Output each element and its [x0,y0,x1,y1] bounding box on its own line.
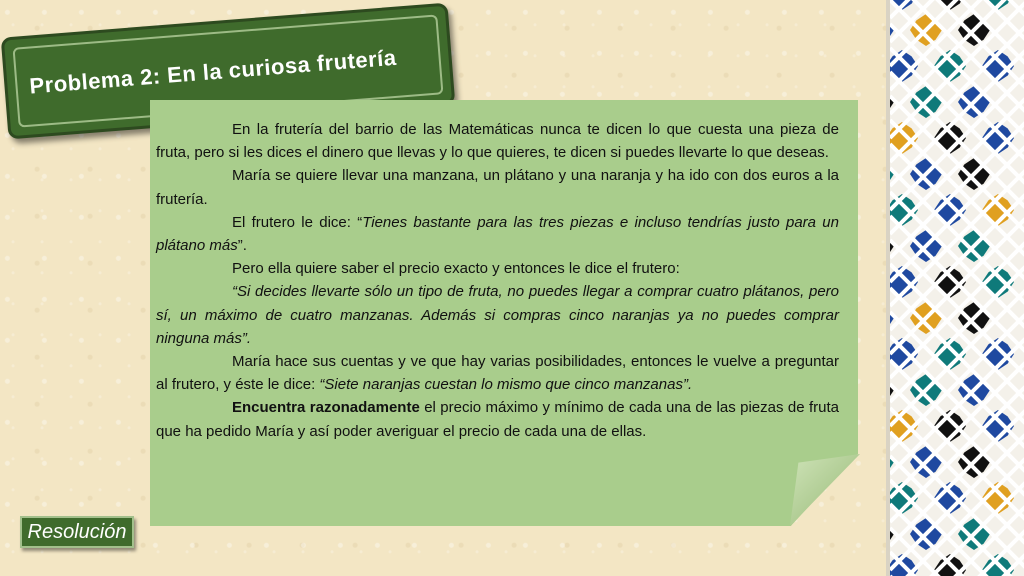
text-segment: el precio máximo y mínimo de cada una de las piezas de fruta que ha pedido María y así poder averiguar el precio de cada una de ellas. [156,399,839,440]
paragraph-6 [156,350,839,396]
text-segment: “Siete naranjas cuestan lo mismo que cinco manzanas”. [319,376,693,394]
paragraph-3 [156,211,839,257]
text-segment: ”. [237,237,247,255]
problem-text [156,118,839,443]
text-segment: El frutero le dice: “ [232,213,363,231]
text-segment: “Si decides llevarte sólo un tipo de fruta, no puedes llegar a comprar cuatro plátanos, pero sí, un máximo de cuatro manzanas. Además si compras cinco naranjas ya no puedes comprar ninguna más”. [156,283,839,347]
paragraph-7 [156,396,839,442]
text-segment: Pero ella quiere saber el precio exacto y entonces le dice el frutero: [232,260,680,278]
decorative-tile-border [886,0,1024,576]
paragraph-1 [156,118,839,164]
text-segment: En la frutería del barrio de las Matemáticas nunca te dicen lo que cuesta una pieza de fruta, pero si les dices el dinero que llevas y lo que quieres, te dicen si puedes llevarte lo que deseas. [156,121,839,162]
paragraph-2 [156,164,839,210]
text-segment: Encuentra razonadamente [232,399,420,417]
resolution-button[interactable]: Resolución [20,516,134,548]
paragraph-5 [156,280,839,350]
text-segment: María se quiere llevar una manzana, un plátano y una naranja y ha ido con dos euros a la frutería. [156,167,839,208]
geometric-tile-pattern [890,0,1024,576]
page-title: Problema 2: En la curiosa frutería [28,44,398,99]
paragraph-4 [156,257,839,280]
text-segment: Tienes bastante para las tres piezas e incluso tendrías justo para un plátano más [156,213,839,255]
text-segment: María hace sus cuentas y ve que hay varias posibilidades, entonces le vuelve a preguntar al frutero, y éste le dice: [156,353,839,394]
